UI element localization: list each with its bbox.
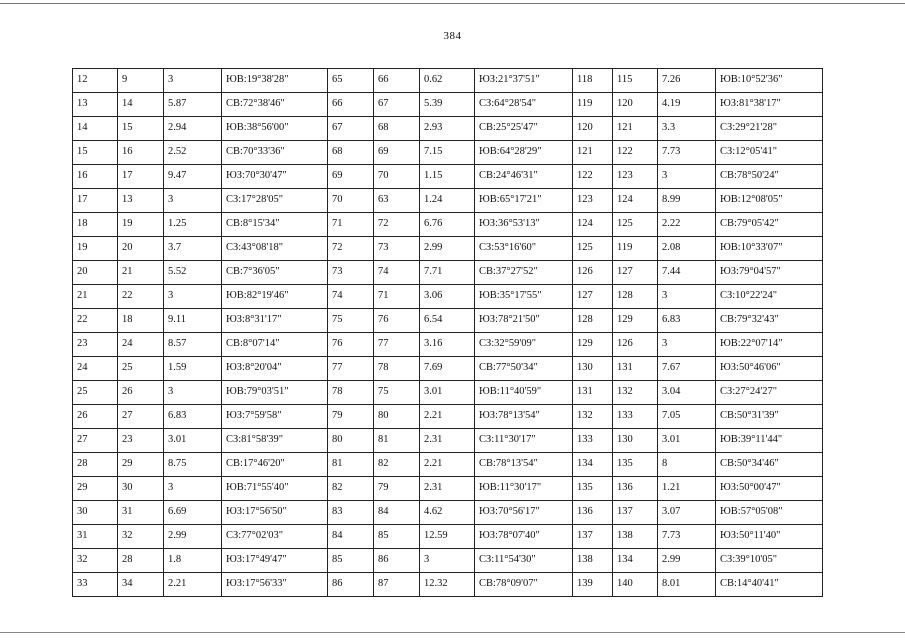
cell-point-from: 124	[573, 213, 613, 237]
cell-point-to: 32	[118, 525, 164, 549]
cell-point-from: 137	[573, 525, 613, 549]
cell-point-from: 14	[73, 117, 118, 141]
cell-point-to: 79	[374, 477, 420, 501]
cell-point-to: 78	[374, 357, 420, 381]
cell-point-from: 33	[73, 573, 118, 597]
table-row	[73, 285, 823, 309]
cell-bearing: СВ:14°40'41"	[716, 573, 823, 597]
cell-point-from: 29	[73, 477, 118, 501]
cell-distance: 2.99	[164, 525, 222, 549]
cell-bearing: ЮЗ:78°13'54"	[475, 405, 573, 429]
cell-point-to: 9	[118, 69, 164, 93]
cell-point-from: 138	[573, 549, 613, 573]
table-row	[73, 117, 823, 141]
cell-point-to: 25	[118, 357, 164, 381]
table-row	[73, 453, 823, 477]
cell-point-from: 80	[328, 429, 374, 453]
table-row	[73, 213, 823, 237]
cell-distance: 7.69	[420, 357, 475, 381]
cell-point-to: 82	[374, 453, 420, 477]
table-row	[73, 309, 823, 333]
cell-bearing: ЮЗ:70°56'17"	[475, 501, 573, 525]
table-row	[73, 93, 823, 117]
cell-point-to: 73	[374, 237, 420, 261]
cell-point-from: 78	[328, 381, 374, 405]
cell-bearing: ЮЗ:17°56'33"	[222, 573, 328, 597]
cell-bearing: СЗ:53°16'60"	[475, 237, 573, 261]
cell-distance: 5.52	[164, 261, 222, 285]
cell-distance: 9.47	[164, 165, 222, 189]
cell-point-from: 67	[328, 117, 374, 141]
cell-point-to: 122	[613, 141, 658, 165]
cell-point-from: 69	[328, 165, 374, 189]
cell-point-from: 31	[73, 525, 118, 549]
cell-bearing: ЮЗ:17°49'47"	[222, 549, 328, 573]
cell-bearing: ЮВ:19°38'28"	[222, 69, 328, 93]
cell-point-to: 130	[613, 429, 658, 453]
cell-point-to: 63	[374, 189, 420, 213]
cell-bearing: ЮЗ:78°07'40"	[475, 525, 573, 549]
cell-distance: 2.31	[420, 477, 475, 501]
cell-point-from: 25	[73, 381, 118, 405]
cell-point-to: 16	[118, 141, 164, 165]
cell-point-to: 85	[374, 525, 420, 549]
cell-distance: 3	[658, 165, 716, 189]
cell-distance: 3	[164, 189, 222, 213]
cell-point-from: 127	[573, 285, 613, 309]
cell-point-from: 65	[328, 69, 374, 93]
cell-point-to: 133	[613, 405, 658, 429]
cell-point-from: 135	[573, 477, 613, 501]
cell-bearing: ЮВ:10°52'36"	[716, 69, 823, 93]
cell-distance: 7.44	[658, 261, 716, 285]
cell-point-from: 133	[573, 429, 613, 453]
cell-point-from: 70	[328, 189, 374, 213]
cell-point-from: 28	[73, 453, 118, 477]
cell-bearing: ЮВ:35°17'55"	[475, 285, 573, 309]
cell-point-from: 128	[573, 309, 613, 333]
cell-distance: 3.01	[658, 429, 716, 453]
cell-bearing: ЮВ:64°28'29"	[475, 141, 573, 165]
cell-bearing: СЗ:64°28'54"	[475, 93, 573, 117]
cell-point-to: 120	[613, 93, 658, 117]
cell-distance: 3.3	[658, 117, 716, 141]
cell-distance: 5.87	[164, 93, 222, 117]
cell-point-from: 74	[328, 285, 374, 309]
cell-point-to: 70	[374, 165, 420, 189]
table-row	[73, 525, 823, 549]
cell-bearing: СВ:78°09'07"	[475, 573, 573, 597]
table-row	[73, 261, 823, 285]
cell-distance: 12.59	[420, 525, 475, 549]
cell-distance: 1.59	[164, 357, 222, 381]
cell-point-to: 29	[118, 453, 164, 477]
cell-bearing: ЮЗ:70°30'47"	[222, 165, 328, 189]
cell-bearing: ЮЗ:17°56'50"	[222, 501, 328, 525]
cell-bearing: СВ:78°50'24"	[716, 165, 823, 189]
cell-distance: 2.93	[420, 117, 475, 141]
cell-point-from: 23	[73, 333, 118, 357]
cell-distance: 2.22	[658, 213, 716, 237]
cell-distance: 7.73	[658, 141, 716, 165]
cell-point-from: 84	[328, 525, 374, 549]
cell-point-to: 137	[613, 501, 658, 525]
cell-point-from: 85	[328, 549, 374, 573]
cell-bearing: ЮВ:57°05'08"	[716, 501, 823, 525]
cell-point-from: 32	[73, 549, 118, 573]
cell-bearing: СЗ:27°24'27"	[716, 381, 823, 405]
cell-point-from: 13	[73, 93, 118, 117]
cell-point-to: 125	[613, 213, 658, 237]
cell-distance: 3.7	[164, 237, 222, 261]
cell-bearing: ЮЗ:78°21'50"	[475, 309, 573, 333]
cell-bearing: СЗ:11°54'30"	[475, 549, 573, 573]
cell-distance: 4.62	[420, 501, 475, 525]
cell-distance: 1.25	[164, 213, 222, 237]
table-row	[73, 501, 823, 525]
cell-point-to: 30	[118, 477, 164, 501]
cell-point-from: 16	[73, 165, 118, 189]
cell-distance: 8.75	[164, 453, 222, 477]
cell-point-from: 81	[328, 453, 374, 477]
cell-point-to: 15	[118, 117, 164, 141]
cell-bearing: СЗ:12°05'41"	[716, 141, 823, 165]
cell-point-from: 72	[328, 237, 374, 261]
cell-point-from: 24	[73, 357, 118, 381]
cell-point-from: 15	[73, 141, 118, 165]
cell-bearing: ЮВ:39°11'44"	[716, 429, 823, 453]
cell-point-to: 14	[118, 93, 164, 117]
cell-distance: 3	[164, 285, 222, 309]
cell-bearing: ЮЗ:79°04'57"	[716, 261, 823, 285]
cell-distance: 3.06	[420, 285, 475, 309]
cell-point-to: 18	[118, 309, 164, 333]
cell-distance: 1.21	[658, 477, 716, 501]
cell-point-from: 136	[573, 501, 613, 525]
cell-point-to: 69	[374, 141, 420, 165]
cell-point-from: 123	[573, 189, 613, 213]
table-row	[73, 189, 823, 213]
cell-bearing: СВ:78°13'54"	[475, 453, 573, 477]
cell-point-to: 86	[374, 549, 420, 573]
top-scan-rule	[0, 3, 905, 4]
cell-point-from: 19	[73, 237, 118, 261]
cell-bearing: ЮВ:38°56'00"	[222, 117, 328, 141]
cell-distance: 8.99	[658, 189, 716, 213]
cell-point-from: 79	[328, 405, 374, 429]
cell-distance: 7.26	[658, 69, 716, 93]
cell-distance: 2.31	[420, 429, 475, 453]
cell-point-to: 77	[374, 333, 420, 357]
cell-distance: 7.05	[658, 405, 716, 429]
cell-bearing: СВ:70°33'36"	[222, 141, 328, 165]
cell-distance: 7.15	[420, 141, 475, 165]
cell-distance: 6.83	[164, 405, 222, 429]
cell-point-from: 125	[573, 237, 613, 261]
cell-point-from: 68	[328, 141, 374, 165]
cell-point-from: 121	[573, 141, 613, 165]
table-row	[73, 429, 823, 453]
cell-point-from: 66	[328, 93, 374, 117]
cell-distance: 2.52	[164, 141, 222, 165]
cell-point-to: 24	[118, 333, 164, 357]
table-row	[73, 141, 823, 165]
cell-point-from: 86	[328, 573, 374, 597]
cell-bearing: СВ:72°38'46"	[222, 93, 328, 117]
cell-distance: 1.24	[420, 189, 475, 213]
cell-distance: 5.39	[420, 93, 475, 117]
cell-distance: 9.11	[164, 309, 222, 333]
cell-point-to: 66	[374, 69, 420, 93]
cell-bearing: ЮВ:65°17'21"	[475, 189, 573, 213]
cell-distance: 3.01	[164, 429, 222, 453]
cell-point-from: 75	[328, 309, 374, 333]
cell-point-to: 134	[613, 549, 658, 573]
cell-point-from: 17	[73, 189, 118, 213]
cell-point-to: 136	[613, 477, 658, 501]
page-number: 384	[443, 30, 462, 42]
cell-distance: 2.21	[420, 453, 475, 477]
coordinates-table-body	[73, 69, 823, 597]
table-row	[73, 549, 823, 573]
cell-point-to: 87	[374, 573, 420, 597]
cell-distance: 8.01	[658, 573, 716, 597]
cell-distance: 6.54	[420, 309, 475, 333]
cell-point-to: 68	[374, 117, 420, 141]
cell-point-to: 84	[374, 501, 420, 525]
cell-bearing: СВ:8°07'14"	[222, 333, 328, 357]
table-row	[73, 357, 823, 381]
cell-distance: 1.15	[420, 165, 475, 189]
cell-point-to: 124	[613, 189, 658, 213]
cell-distance: 6.76	[420, 213, 475, 237]
cell-bearing: СЗ:39°10'05"	[716, 549, 823, 573]
cell-distance: 1.8	[164, 549, 222, 573]
cell-point-from: 71	[328, 213, 374, 237]
cell-distance: 3	[420, 549, 475, 573]
cell-point-to: 72	[374, 213, 420, 237]
cell-distance: 7.67	[658, 357, 716, 381]
cell-distance: 2.21	[420, 405, 475, 429]
cell-bearing: СЗ:11°30'17"	[475, 429, 573, 453]
cell-point-from: 122	[573, 165, 613, 189]
cell-bearing: СВ:8°15'34"	[222, 213, 328, 237]
cell-point-to: 131	[613, 357, 658, 381]
cell-bearing: ЮВ:22°07'14"	[716, 333, 823, 357]
cell-distance: 3	[164, 69, 222, 93]
cell-distance: 4.19	[658, 93, 716, 117]
cell-distance: 3	[658, 285, 716, 309]
cell-point-to: 31	[118, 501, 164, 525]
cell-bearing: СЗ:32°59'09"	[475, 333, 573, 357]
cell-point-to: 81	[374, 429, 420, 453]
cell-bearing: ЮВ:71°55'40"	[222, 477, 328, 501]
cell-point-from: 27	[73, 429, 118, 453]
cell-point-from: 132	[573, 405, 613, 429]
cell-point-to: 67	[374, 93, 420, 117]
cell-point-from: 129	[573, 333, 613, 357]
cell-point-to: 119	[613, 237, 658, 261]
cell-distance: 3.16	[420, 333, 475, 357]
cell-point-to: 75	[374, 381, 420, 405]
cell-point-to: 132	[613, 381, 658, 405]
cell-point-to: 71	[374, 285, 420, 309]
cell-distance: 7.73	[658, 525, 716, 549]
cell-point-to: 23	[118, 429, 164, 453]
cell-distance: 3	[164, 381, 222, 405]
cell-point-to: 17	[118, 165, 164, 189]
table-row	[73, 405, 823, 429]
cell-point-from: 119	[573, 93, 613, 117]
cell-point-to: 74	[374, 261, 420, 285]
cell-bearing: СЗ:43°08'18"	[222, 237, 328, 261]
cell-bearing: СЗ:10°22'24"	[716, 285, 823, 309]
cell-bearing: СВ:50°31'39"	[716, 405, 823, 429]
table-row	[73, 237, 823, 261]
cell-point-to: 21	[118, 261, 164, 285]
cell-point-from: 120	[573, 117, 613, 141]
cell-distance: 7.71	[420, 261, 475, 285]
cell-point-from: 126	[573, 261, 613, 285]
cell-point-to: 123	[613, 165, 658, 189]
cell-point-from: 139	[573, 573, 613, 597]
cell-point-to: 27	[118, 405, 164, 429]
cell-point-to: 76	[374, 309, 420, 333]
cell-distance: 6.83	[658, 309, 716, 333]
cell-point-to: 115	[613, 69, 658, 93]
cell-distance: 8.57	[164, 333, 222, 357]
cell-point-to: 34	[118, 573, 164, 597]
cell-distance: 2.08	[658, 237, 716, 261]
cell-bearing: ЮЗ:50°11'40"	[716, 525, 823, 549]
cell-point-to: 28	[118, 549, 164, 573]
cell-point-to: 126	[613, 333, 658, 357]
cell-bearing: ЮВ:11°40'59"	[475, 381, 573, 405]
cell-point-from: 12	[73, 69, 118, 93]
cell-point-to: 80	[374, 405, 420, 429]
cell-bearing: ЮЗ:50°46'06"	[716, 357, 823, 381]
cell-point-from: 130	[573, 357, 613, 381]
cell-bearing: СВ:7°36'05"	[222, 261, 328, 285]
cell-point-from: 83	[328, 501, 374, 525]
table-row	[73, 477, 823, 501]
cell-point-from: 134	[573, 453, 613, 477]
cell-point-to: 19	[118, 213, 164, 237]
table-row	[73, 381, 823, 405]
cell-distance: 2.21	[164, 573, 222, 597]
cell-point-from: 18	[73, 213, 118, 237]
cell-bearing: СВ:37°27'52"	[475, 261, 573, 285]
table-row	[73, 573, 823, 597]
cell-bearing: ЮВ:79°03'51"	[222, 381, 328, 405]
cell-point-to: 121	[613, 117, 658, 141]
cell-bearing: СВ:24°46'31"	[475, 165, 573, 189]
cell-bearing: ЮВ:11°30'17"	[475, 477, 573, 501]
cell-distance: 2.99	[420, 237, 475, 261]
cell-bearing: ЮВ:12°08'05"	[716, 189, 823, 213]
cell-point-to: 26	[118, 381, 164, 405]
cell-distance: 6.69	[164, 501, 222, 525]
cell-point-to: 128	[613, 285, 658, 309]
cell-point-from: 26	[73, 405, 118, 429]
cell-bearing: СЗ:81°58'39"	[222, 429, 328, 453]
cell-point-to: 135	[613, 453, 658, 477]
cell-distance: 3	[658, 333, 716, 357]
cell-point-to: 138	[613, 525, 658, 549]
cell-point-from: 82	[328, 477, 374, 501]
cell-bearing: ЮВ:10°33'07"	[716, 237, 823, 261]
cell-distance: 3.01	[420, 381, 475, 405]
cell-bearing: ЮЗ:50°00'47"	[716, 477, 823, 501]
cell-bearing: ЮЗ:7°59'58"	[222, 405, 328, 429]
cell-point-from: 22	[73, 309, 118, 333]
cell-bearing: СВ:79°32'43"	[716, 309, 823, 333]
cell-bearing: ЮЗ:8°20'04"	[222, 357, 328, 381]
cell-bearing: ЮЗ:21°37'51"	[475, 69, 573, 93]
cell-bearing: ЮВ:82°19'46"	[222, 285, 328, 309]
cell-point-from: 76	[328, 333, 374, 357]
cell-point-to: 127	[613, 261, 658, 285]
cell-bearing: СВ:17°46'20"	[222, 453, 328, 477]
cell-point-from: 118	[573, 69, 613, 93]
cell-distance: 12.32	[420, 573, 475, 597]
cell-point-from: 73	[328, 261, 374, 285]
cell-distance: 8	[658, 453, 716, 477]
cell-distance: 2.99	[658, 549, 716, 573]
cell-bearing: ЮЗ:36°53'13"	[475, 213, 573, 237]
cell-distance: 0.62	[420, 69, 475, 93]
cell-distance: 3.07	[658, 501, 716, 525]
table-row	[73, 333, 823, 357]
table-row	[73, 165, 823, 189]
cell-point-to: 22	[118, 285, 164, 309]
cell-point-from: 21	[73, 285, 118, 309]
cell-bearing: СЗ:29°21'28"	[716, 117, 823, 141]
cell-distance: 2.94	[164, 117, 222, 141]
cell-point-to: 129	[613, 309, 658, 333]
cell-bearing: СЗ:17°28'05"	[222, 189, 328, 213]
cell-point-to: 140	[613, 573, 658, 597]
cell-distance: 3.04	[658, 381, 716, 405]
cell-point-to: 20	[118, 237, 164, 261]
cell-point-from: 30	[73, 501, 118, 525]
cell-bearing: СВ:77°50'34"	[475, 357, 573, 381]
table-row	[73, 69, 823, 93]
cell-point-to: 13	[118, 189, 164, 213]
cell-bearing: СВ:50°34'46"	[716, 453, 823, 477]
cell-bearing: СВ:79°05'42"	[716, 213, 823, 237]
cell-point-from: 131	[573, 381, 613, 405]
cell-distance: 3	[164, 477, 222, 501]
cell-bearing: СВ:25°25'47"	[475, 117, 573, 141]
cell-bearing: ЮЗ:8°31'17"	[222, 309, 328, 333]
cell-point-from: 77	[328, 357, 374, 381]
coordinates-table	[72, 68, 823, 597]
bottom-scan-rule	[0, 632, 905, 633]
cell-bearing: ЮЗ:81°38'17"	[716, 93, 823, 117]
cell-bearing: СЗ:77°02'03"	[222, 525, 328, 549]
cell-point-from: 20	[73, 261, 118, 285]
